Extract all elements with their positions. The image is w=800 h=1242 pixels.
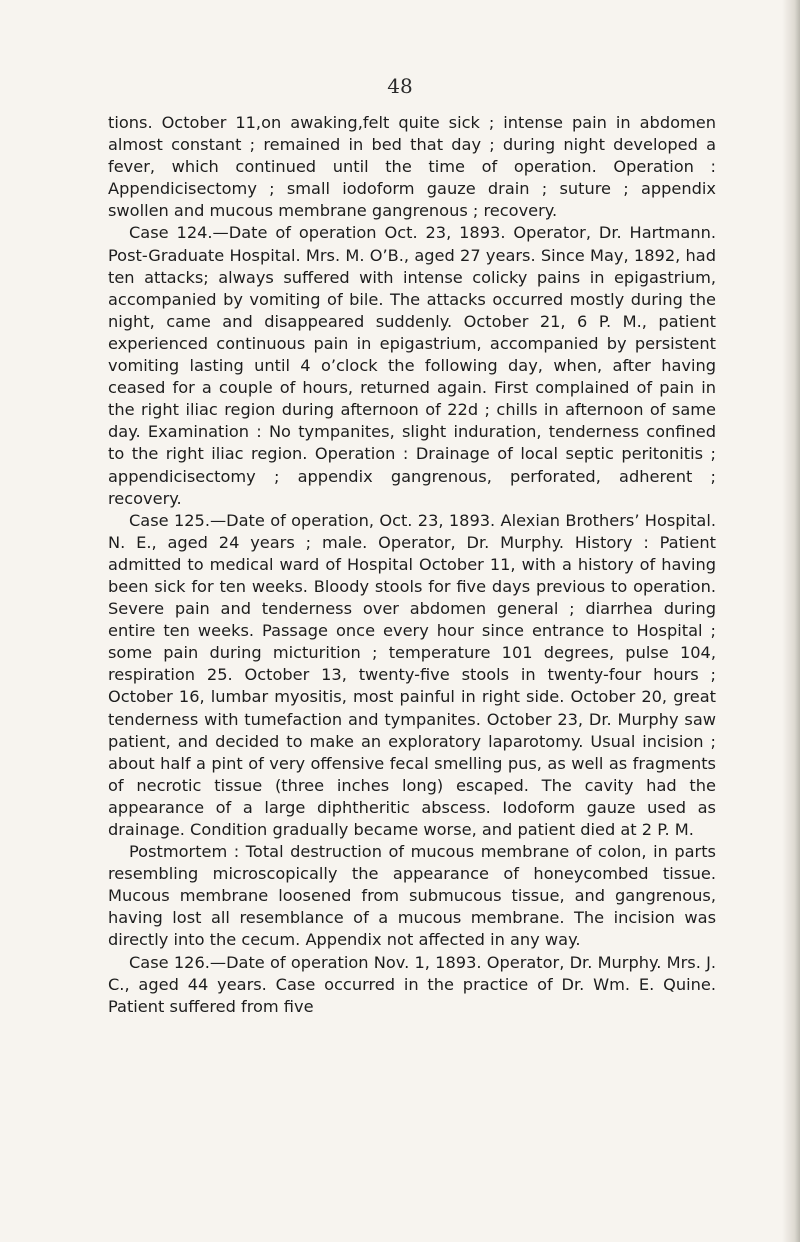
paragraph-case-126: Case 126.—Date of operation Nov. 1, 1893. Operator, Dr. Murphy. Mrs. J. C., aged 44 years. Case occurred in the practice of Dr. Wm. E. Quine. Patient suffered from five [108, 952, 716, 1016]
paragraph-continuation: tions. October 11,on awaking,felt quite sick ; intense pain in abdomen almost constant ; remained in bed that day ; during night developed a fever, which continued until the time of operation. Operation : Appendicisectomy ; small iodoform gauze drain ; suture ; appendix swollen and mucous membrane gangrenous ; recovery. [108, 113, 716, 221]
page-edge-shadow [782, 0, 800, 1242]
paragraph-case-124: Case 124.—Date of operation Oct. 23, 1893. Operator, Dr. Hartmann. Post-Graduate Hospital. Mrs. M. O’B., aged 27 years. Since May, 1892, had ten attacks; always suffered with intense colicky pains in epigastrium, accompanied by vomiting of bile. The attacks occurred mostly during the night, came and disappeared suddenly. October 21, 6 P. M., patient experienced continuous pain in epigastrium, accompanied by persistent vomiting lasting until 4 o’clock the following day, when, after having ceased for a couple of hours, returned again. First complained of pain in the right iliac region during afternoon of 22d ; chills in afternoon of same day. Examination : No tympanites, slight induration, tenderness confined to the right iliac region. Operation : Drainage of local septic peritonitis ; appendicisectomy ; appendix gangrenous, perforated, adherent ; recovery. [108, 223, 716, 508]
page-number: 48 [387, 74, 413, 98]
paragraph-case-125: Case 125.—Date of operation, Oct. 23, 1893. Alexian Brothers’ Hospital. N. E., aged 24 years ; male. Operator, Dr. Murphy. History : Patient admitted to medical ward of Hospital October 11, with a history of having been sick for ten weeks. Bloody stools for five days previous to operation. Severe pain and tenderness over abdomen general ; diarrhea during entire ten weeks. Passage once every hour since entrance to Hospital ; some pain during micturition ; temperature 101 degrees, pulse 104, respiration 25. October 13, twenty-five stools in twenty-four hours ; October 16, lumbar myositis, most painful in right side. October 20, great tenderness with tumefaction and tympanites. October 23, Dr. Murphy saw patient, and decided to make an exploratory laparotomy. Usual incision ; about half a pint of very offensive fecal smelling pus, as well as fragments of necrotic tissue (three inches long) escaped. The cavity had the appearance of a large diphtheritic abscess. Iodoform gauze used as drainage. Condition gradually became worse, and patient died at 2 P. M. [108, 510, 716, 839]
page-text [108, 112, 716, 1018]
paragraph-postmortem: Postmortem : Total destruction of mucous membrane of colon, in parts resembling microscopically the appearance of honeycombed tissue. Mucous membrane loosened from submucous tissue, and gangrenous, having lost all resemblance of a mucous membrane. The incision was directly into the cecum. Appendix not affected in any way. [108, 842, 716, 950]
